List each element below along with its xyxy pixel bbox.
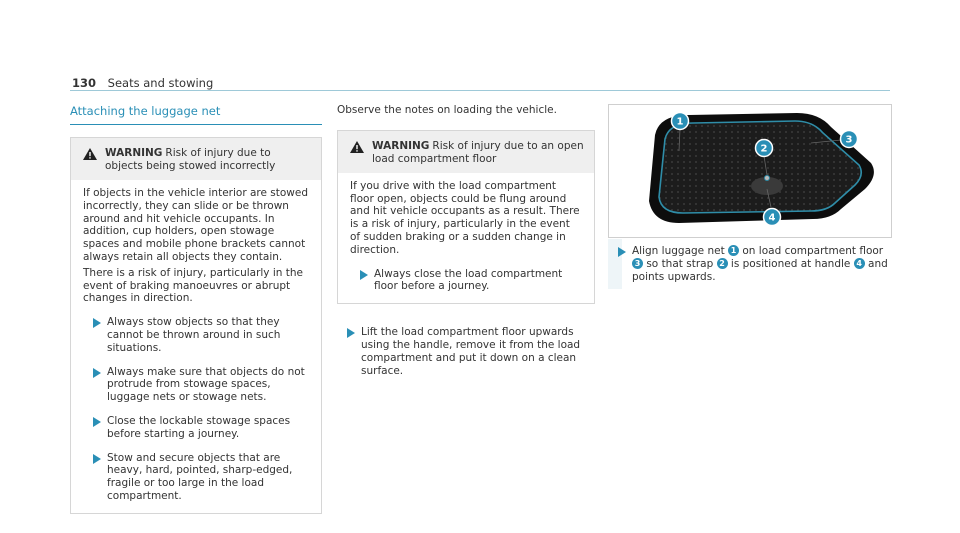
column-3 [608, 245, 890, 283]
warning-heading [338, 131, 594, 173]
warning-body [338, 173, 594, 303]
step-arrow-icon [93, 454, 101, 464]
section-title: Attaching the luggage net [70, 104, 322, 125]
step-arrow-icon [360, 270, 368, 280]
warning-step: Always stow objects so that they cannot be thrown around in such situations. [83, 316, 309, 354]
warning-heading-text: Risk of injury due to an open load compartment floor [372, 139, 584, 165]
svg-text:4: 4 [768, 212, 776, 224]
ref-number-1: 1 [728, 245, 739, 256]
warning-paragraph-2: There is a risk of injury, particularly in the event of braking manoeuvres or abrupt changes in direction. [83, 266, 303, 305]
chapter-title: Seats and stowing [107, 76, 214, 90]
warning-heading-text: Risk of injury due to objects being stowed incorrectly [105, 147, 276, 172]
warning-heading [71, 138, 321, 180]
step-arrow-icon [347, 328, 355, 338]
warning-label: WARNING [372, 139, 430, 152]
warning-triangle-icon [350, 141, 364, 153]
header-divider [70, 90, 890, 91]
callout-1 [672, 113, 689, 130]
warning-triangle-icon [83, 148, 97, 160]
svg-text:2: 2 [760, 143, 768, 155]
luggage-net-diagram [609, 105, 891, 237]
svg-text:1: 1 [676, 116, 684, 128]
warning-step: Close the lockable stowage spaces before starting a journey. [83, 415, 309, 441]
warning-step: Always close the load compartment floor before a journey. [350, 268, 582, 294]
step-arrow-icon [93, 318, 101, 328]
warning-step: Stow and secure objects that are heavy, hard, pointed, sharp-edged, fragile or too large in the load compartment. [83, 452, 309, 503]
svg-text:3: 3 [845, 134, 853, 146]
warning-label: WARNING [105, 147, 163, 159]
page-number: 130 [72, 76, 97, 90]
callout-3 [841, 131, 858, 148]
warning-paragraph: If you drive with the load compartment floor open, objects could be flung around and hit vehicle occupants as a result. There is a risk of injury, particularly in the event of sudden braking or a sudden change in direction. [350, 179, 580, 256]
step-arrow-icon [93, 368, 101, 378]
ref-number-3: 3 [632, 258, 643, 269]
callout-4 [764, 209, 781, 226]
callout-2 [756, 140, 773, 157]
warning-body [71, 180, 321, 513]
warning-paragraph-1: If objects in the vehicle interior are stowed incorrectly, they can slide or be thrown around and hit vehicle occupants. In addition, cup holders, open stowage spaces and mobile phone brackets cannot always retain all objects they contain. [83, 187, 309, 263]
column-2 [337, 104, 595, 377]
luggage-net-illustration [608, 104, 892, 238]
intro-text: Observe the notes on loading the vehicle. [337, 104, 557, 116]
column-1 [70, 104, 322, 514]
step-arrow-icon [93, 417, 101, 427]
instruction-step-lift-floor: Lift the load compartment floor upwards using the handle, remove it from the load compartment and put it down on a clean surface. [337, 326, 595, 377]
step-arrow-icon [618, 247, 626, 257]
instruction-step-align-net: Align luggage net 1 on load compartment floor 3 so that strap 2 is positioned at handle 4 and points upwards. [608, 245, 890, 283]
ref-number-4: 4 [854, 258, 865, 269]
warning-box-floor [337, 130, 595, 304]
ref-number-2: 2 [717, 258, 728, 269]
warning-step: Always make sure that objects do not protrude from stowage spaces, luggage nets or stowage nets. [83, 366, 309, 404]
page-header [72, 76, 213, 90]
warning-box-objects [70, 137, 322, 514]
